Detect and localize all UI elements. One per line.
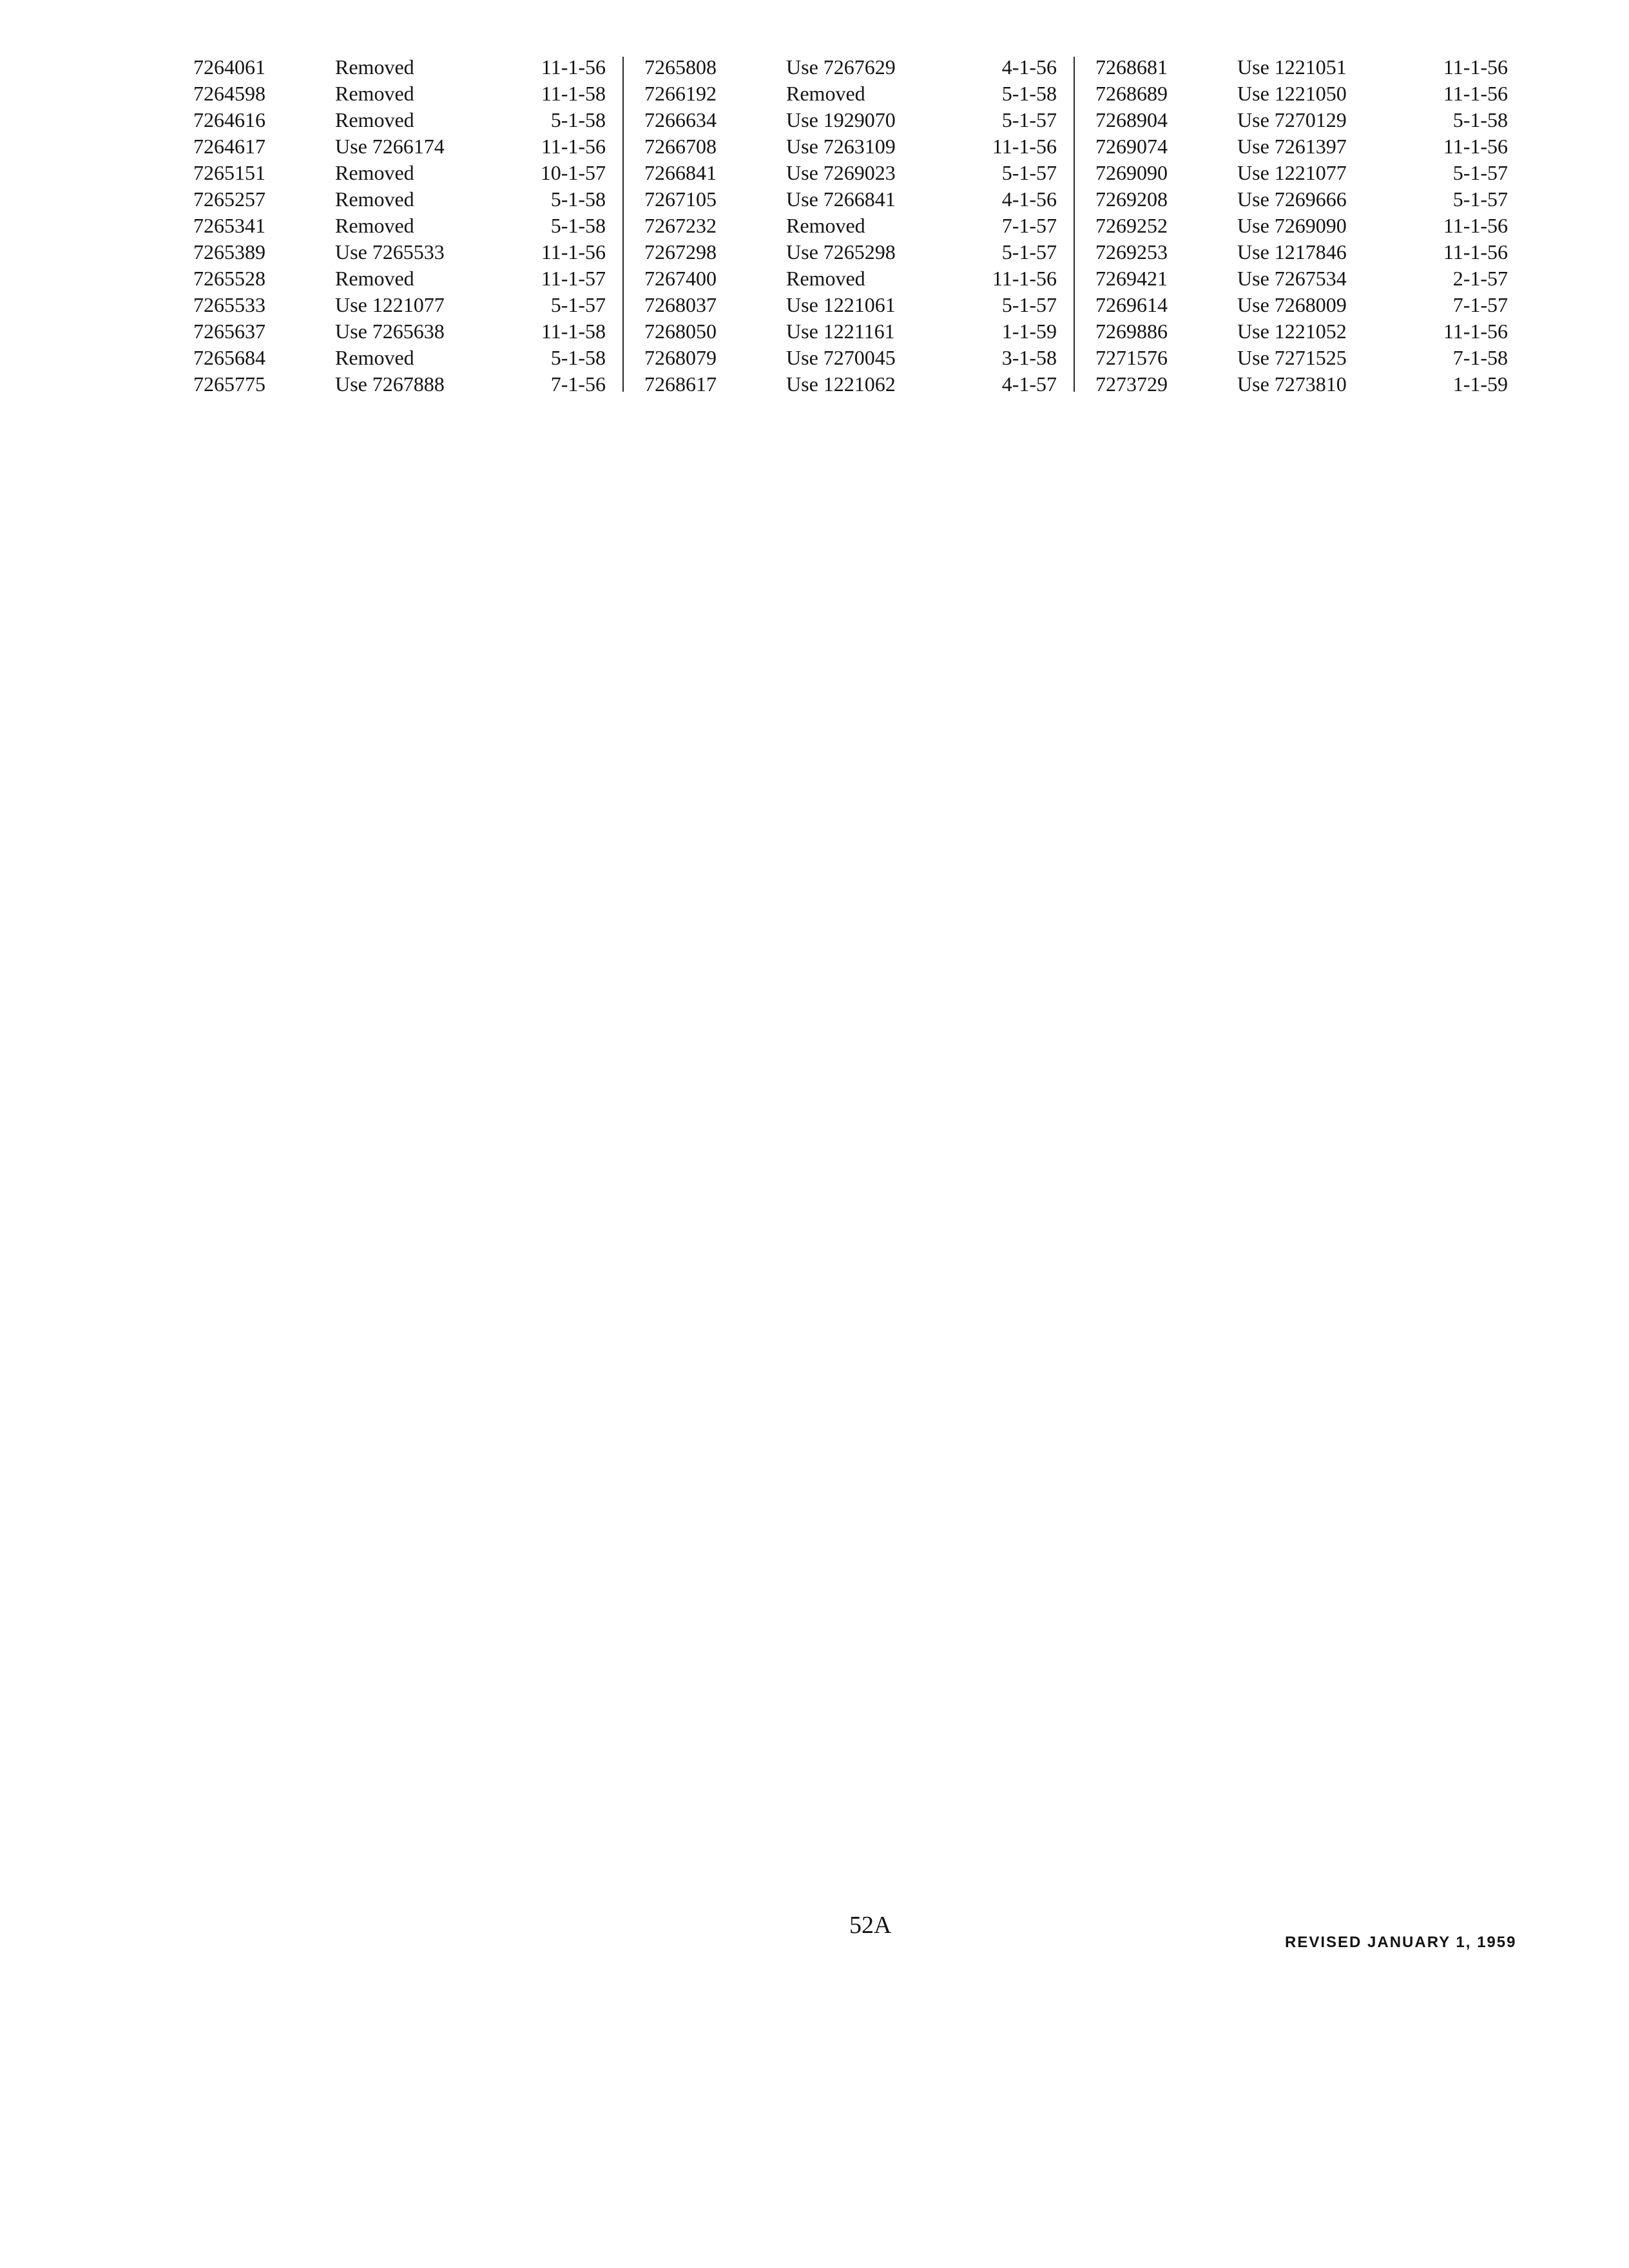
part-number: 7271576: [1095, 346, 1168, 369]
disposition: Use 1221050: [1237, 82, 1347, 105]
part-number: 7273729: [1095, 372, 1168, 396]
revision-date: REVISED JANUARY 1, 1959: [1285, 1934, 1517, 1951]
part-number: 7264616: [193, 108, 265, 131]
list-item: [193, 186, 606, 213]
part-number: 7268689: [1095, 82, 1168, 105]
list-item: [644, 292, 1057, 318]
list-item: [1095, 133, 1508, 160]
effective-date: 4-1-56: [1001, 55, 1057, 79]
part-number: 7269090: [1095, 161, 1168, 184]
part-number: 7264617: [193, 135, 265, 158]
effective-date: 1-1-59: [1001, 320, 1057, 343]
effective-date: 11-1-56: [1443, 214, 1508, 237]
part-number: 7265389: [193, 240, 265, 264]
effective-date: 5-1-58: [1452, 108, 1508, 131]
effective-date: 4-1-57: [1001, 372, 1057, 396]
list-item: [1095, 265, 1508, 292]
list-item: [193, 160, 606, 186]
list-item: [1095, 213, 1508, 239]
disposition: Removed: [335, 346, 414, 369]
effective-date: 2-1-57: [1452, 267, 1508, 290]
list-item: [1095, 292, 1508, 318]
part-number: 7265808: [644, 55, 717, 79]
part-number: 7269886: [1095, 320, 1168, 343]
list-item: [193, 371, 606, 398]
part-number: 7269074: [1095, 135, 1168, 158]
part-number: 7265533: [193, 293, 265, 316]
list-item: [193, 133, 606, 160]
part-number: 7269253: [1095, 240, 1168, 264]
list-item: [1095, 54, 1508, 81]
list-item: [1095, 371, 1508, 398]
list-item: [644, 345, 1057, 371]
effective-date: 1-1-59: [1452, 372, 1508, 396]
disposition: Use 7266174: [335, 135, 445, 158]
disposition: Use 7270045: [786, 346, 896, 369]
disposition: Use 1221077: [335, 293, 445, 316]
part-number: 7266708: [644, 135, 717, 158]
parts-column-3: [1095, 54, 1508, 398]
effective-date: 10-1-57: [540, 161, 606, 184]
list-item: [1095, 186, 1508, 213]
disposition: Use 1221161: [786, 320, 895, 343]
list-item: [193, 54, 606, 81]
disposition: Use 7265638: [335, 320, 445, 343]
effective-date: 11-1-56: [541, 135, 606, 158]
part-number: 7267232: [644, 214, 717, 237]
disposition: Use 7270129: [1237, 108, 1347, 131]
disposition: Use 7269090: [1237, 214, 1347, 237]
part-number: 7265775: [193, 372, 265, 396]
disposition: Removed: [335, 55, 414, 79]
effective-date: 7-1-56: [550, 372, 606, 396]
disposition: Use 1221061: [786, 293, 896, 316]
effective-date: 11-1-56: [541, 55, 606, 79]
part-number: 7269421: [1095, 267, 1168, 290]
effective-date: 5-1-58: [550, 346, 606, 369]
parts-column-2: [644, 54, 1057, 398]
disposition: Use 7273810: [1237, 372, 1347, 396]
effective-date: 5-1-57: [1452, 161, 1508, 184]
part-number: 7269252: [1095, 214, 1168, 237]
part-number: 7265151: [193, 161, 265, 184]
disposition: Use 7271525: [1237, 346, 1347, 369]
effective-date: 5-1-57: [1001, 108, 1057, 131]
part-number: 7265257: [193, 187, 265, 211]
effective-date: 5-1-57: [550, 293, 606, 316]
list-item: [644, 239, 1057, 265]
effective-date: 5-1-58: [1001, 82, 1057, 105]
part-number: 7268037: [644, 293, 717, 316]
parts-column-1: [193, 54, 606, 398]
disposition: Use 1929070: [786, 108, 896, 131]
effective-date: 5-1-57: [1452, 187, 1508, 211]
disposition: Use 1221077: [1237, 161, 1347, 184]
disposition: Use 7266841: [786, 187, 896, 211]
column-divider: [1074, 57, 1075, 392]
effective-date: 3-1-58: [1001, 346, 1057, 369]
list-item: [644, 107, 1057, 133]
disposition: Use 7267629: [786, 55, 896, 79]
part-number: 7268050: [644, 320, 717, 343]
list-item: [644, 54, 1057, 81]
part-number: 7268617: [644, 372, 717, 396]
effective-date: 11-1-56: [992, 135, 1057, 158]
disposition: Removed: [335, 161, 414, 184]
disposition: Use 7261397: [1237, 135, 1347, 158]
list-item: [193, 213, 606, 239]
disposition: Use 1221062: [786, 372, 896, 396]
disposition: Use 1217846: [1237, 240, 1347, 264]
list-item: [193, 265, 606, 292]
effective-date: 7-1-58: [1452, 346, 1508, 369]
disposition: Use 1221051: [1237, 55, 1347, 79]
part-number: 7265637: [193, 320, 265, 343]
part-number: 7268681: [1095, 55, 1168, 79]
disposition: Removed: [335, 214, 414, 237]
list-item: [644, 160, 1057, 186]
list-item: [644, 318, 1057, 345]
disposition: Use 7268009: [1237, 293, 1347, 316]
part-number: 7268904: [1095, 108, 1168, 131]
disposition: Use 7263109: [786, 135, 896, 158]
effective-date: 4-1-56: [1001, 187, 1057, 211]
list-item: [193, 345, 606, 371]
part-number: 7267298: [644, 240, 717, 264]
column-divider: [622, 57, 624, 392]
part-number: 7267105: [644, 187, 717, 211]
page-number: 52A: [849, 1912, 892, 1939]
part-number: 7265684: [193, 346, 265, 369]
effective-date: 7-1-57: [1001, 214, 1057, 237]
effective-date: 11-1-56: [1443, 55, 1508, 79]
list-item: [1095, 345, 1508, 371]
disposition: Removed: [335, 187, 414, 211]
part-number: 7268079: [644, 346, 717, 369]
part-number: 7264061: [193, 55, 265, 79]
effective-date: 5-1-57: [1001, 161, 1057, 184]
list-item: [1095, 107, 1508, 133]
effective-date: 11-1-56: [1443, 320, 1508, 343]
effective-date: 5-1-57: [1001, 293, 1057, 316]
disposition: Removed: [335, 108, 414, 131]
list-item: [193, 239, 606, 265]
effective-date: 5-1-58: [550, 187, 606, 211]
part-number: 7266634: [644, 108, 717, 131]
part-number: 7264598: [193, 82, 265, 105]
effective-date: 11-1-58: [541, 82, 606, 105]
list-item: [193, 318, 606, 345]
disposition: Removed: [335, 82, 414, 105]
list-item: [1095, 160, 1508, 186]
list-item: [1095, 318, 1508, 345]
list-item: [1095, 81, 1508, 107]
list-item: [1095, 239, 1508, 265]
disposition: Removed: [786, 82, 865, 105]
part-number: 7267400: [644, 267, 717, 290]
disposition: Removed: [335, 267, 414, 290]
effective-date: 5-1-58: [550, 108, 606, 131]
disposition: Use 7269666: [1237, 187, 1347, 211]
list-item: [644, 213, 1057, 239]
list-item: [644, 81, 1057, 107]
list-item: [193, 81, 606, 107]
list-item: [644, 186, 1057, 213]
effective-date: 11-1-56: [992, 267, 1057, 290]
list-item: [644, 265, 1057, 292]
disposition: Use 7265298: [786, 240, 896, 264]
disposition: Removed: [786, 267, 865, 290]
effective-date: 11-1-56: [1443, 135, 1508, 158]
part-number: 7266841: [644, 161, 717, 184]
effective-date: 5-1-58: [550, 214, 606, 237]
part-number: 7265341: [193, 214, 265, 237]
effective-date: 11-1-56: [1443, 82, 1508, 105]
disposition: Use 7269023: [786, 161, 896, 184]
disposition: Use 7267888: [335, 372, 445, 396]
effective-date: 11-1-57: [541, 267, 606, 290]
part-number: 7269208: [1095, 187, 1168, 211]
disposition: Use 1221052: [1237, 320, 1347, 343]
list-item: [193, 292, 606, 318]
part-number: 7269614: [1095, 293, 1168, 316]
list-item: [193, 107, 606, 133]
disposition: Use 7265533: [335, 240, 445, 264]
disposition: Use 7267534: [1237, 267, 1347, 290]
effective-date: 5-1-57: [1001, 240, 1057, 264]
list-item: [644, 133, 1057, 160]
disposition: Removed: [786, 214, 865, 237]
effective-date: 11-1-56: [1443, 240, 1508, 264]
part-number: 7265528: [193, 267, 265, 290]
effective-date: 11-1-58: [541, 320, 606, 343]
effective-date: 7-1-57: [1452, 293, 1508, 316]
part-number: 7266192: [644, 82, 717, 105]
list-item: [644, 371, 1057, 398]
effective-date: 11-1-56: [541, 240, 606, 264]
